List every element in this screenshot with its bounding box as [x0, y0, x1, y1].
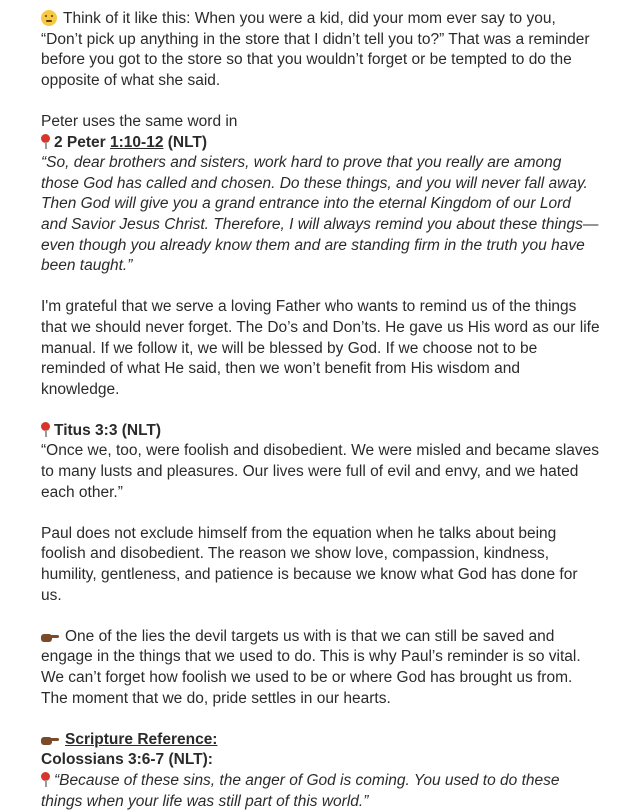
spacer — [41, 709, 601, 730]
thinking-face-icon — [41, 10, 57, 26]
peter-lead: Peter uses the same word in — [41, 112, 238, 130]
pin-icon — [41, 422, 50, 437]
pin-icon — [41, 134, 50, 149]
pointing-hand-icon — [41, 734, 59, 745]
lies-paragraph — [41, 627, 601, 709]
peter-ref-book: 2 Peter — [54, 133, 111, 151]
peter-reference — [41, 133, 601, 154]
peter-ref-verse-link[interactable]: 1:10-12 — [110, 133, 164, 151]
spacer — [41, 606, 601, 627]
intro-text: Think of it like this: When you were a kid, did your mom ever say to you, “Don’t pick up anything in the store that I didn’t tell you to?” That was a reminder before you got to the store so that you wouldn’t forget or be tempted to do the opposite of what she said. — [41, 10, 590, 89]
peter-ref-version: (NLT) — [163, 133, 208, 151]
pointing-hand-icon — [41, 631, 59, 642]
titus-quote: “Once we, too, were foolish and disobedient. We were misled and became slaves to many lusts and pleasures. Our lives were full of evil and envy, and we hated each other.” — [41, 442, 600, 501]
spacer — [41, 277, 601, 298]
lies-text: One of the lies the devil targets us with is that we can still be saved and engage in the things that we used to do. This is why Paul’s reminder is so vital. We can’t forget how foolish we used to be or where God has brought us from. The moment that we do, pride settles in our hearts. — [41, 627, 581, 707]
colossians-reference: Colossians 3:6-7 (NLT): — [41, 751, 213, 769]
colossians-quote — [41, 771, 601, 812]
grateful-paragraph: I'm grateful that we serve a loving Father who wants to remind us of the things that we should never forget. The Do’s and Don’ts. He gave us His word as our life manual. If we follow it, we will be blessed by God. If we choose not to be reminded of what He said, then we won’t benefit from His wisdom and knowledge. — [41, 298, 600, 398]
titus-ref: Titus 3:3 (NLT) — [54, 421, 162, 439]
scripture-heading — [41, 730, 601, 751]
titus-reference — [41, 421, 601, 442]
pin-icon — [41, 772, 50, 787]
spacer — [41, 91, 601, 112]
paul-paragraph: Paul does not exclude himself from the equation when he talks about being foolish and disobedient. The reason we show love, compassion, kindness, humility, gentleness, and patience is because we know what God has done for us. — [41, 524, 578, 604]
peter-quote: “So, dear brothers and sisters, work hard to prove that you really are among those God has called and chosen. Do these things, and you will never fall away. Then God will give you a grand entrance into the eternal Kingdom of our Lord and Savior Jesus Christ. Therefore, I will always remind you about these things—even though you already know them and are standing firm in the truth you have been taught.” — [41, 154, 599, 275]
document-body — [41, 9, 601, 812]
intro-paragraph — [41, 9, 601, 91]
colossians-quote-text: “Because of these sins, the anger of God is coming. You used to do these things when your life was still part of this world.” — [41, 771, 560, 810]
spacer — [41, 400, 601, 421]
scripture-heading-text: Scripture Reference: — [65, 730, 218, 748]
spacer — [41, 503, 601, 524]
